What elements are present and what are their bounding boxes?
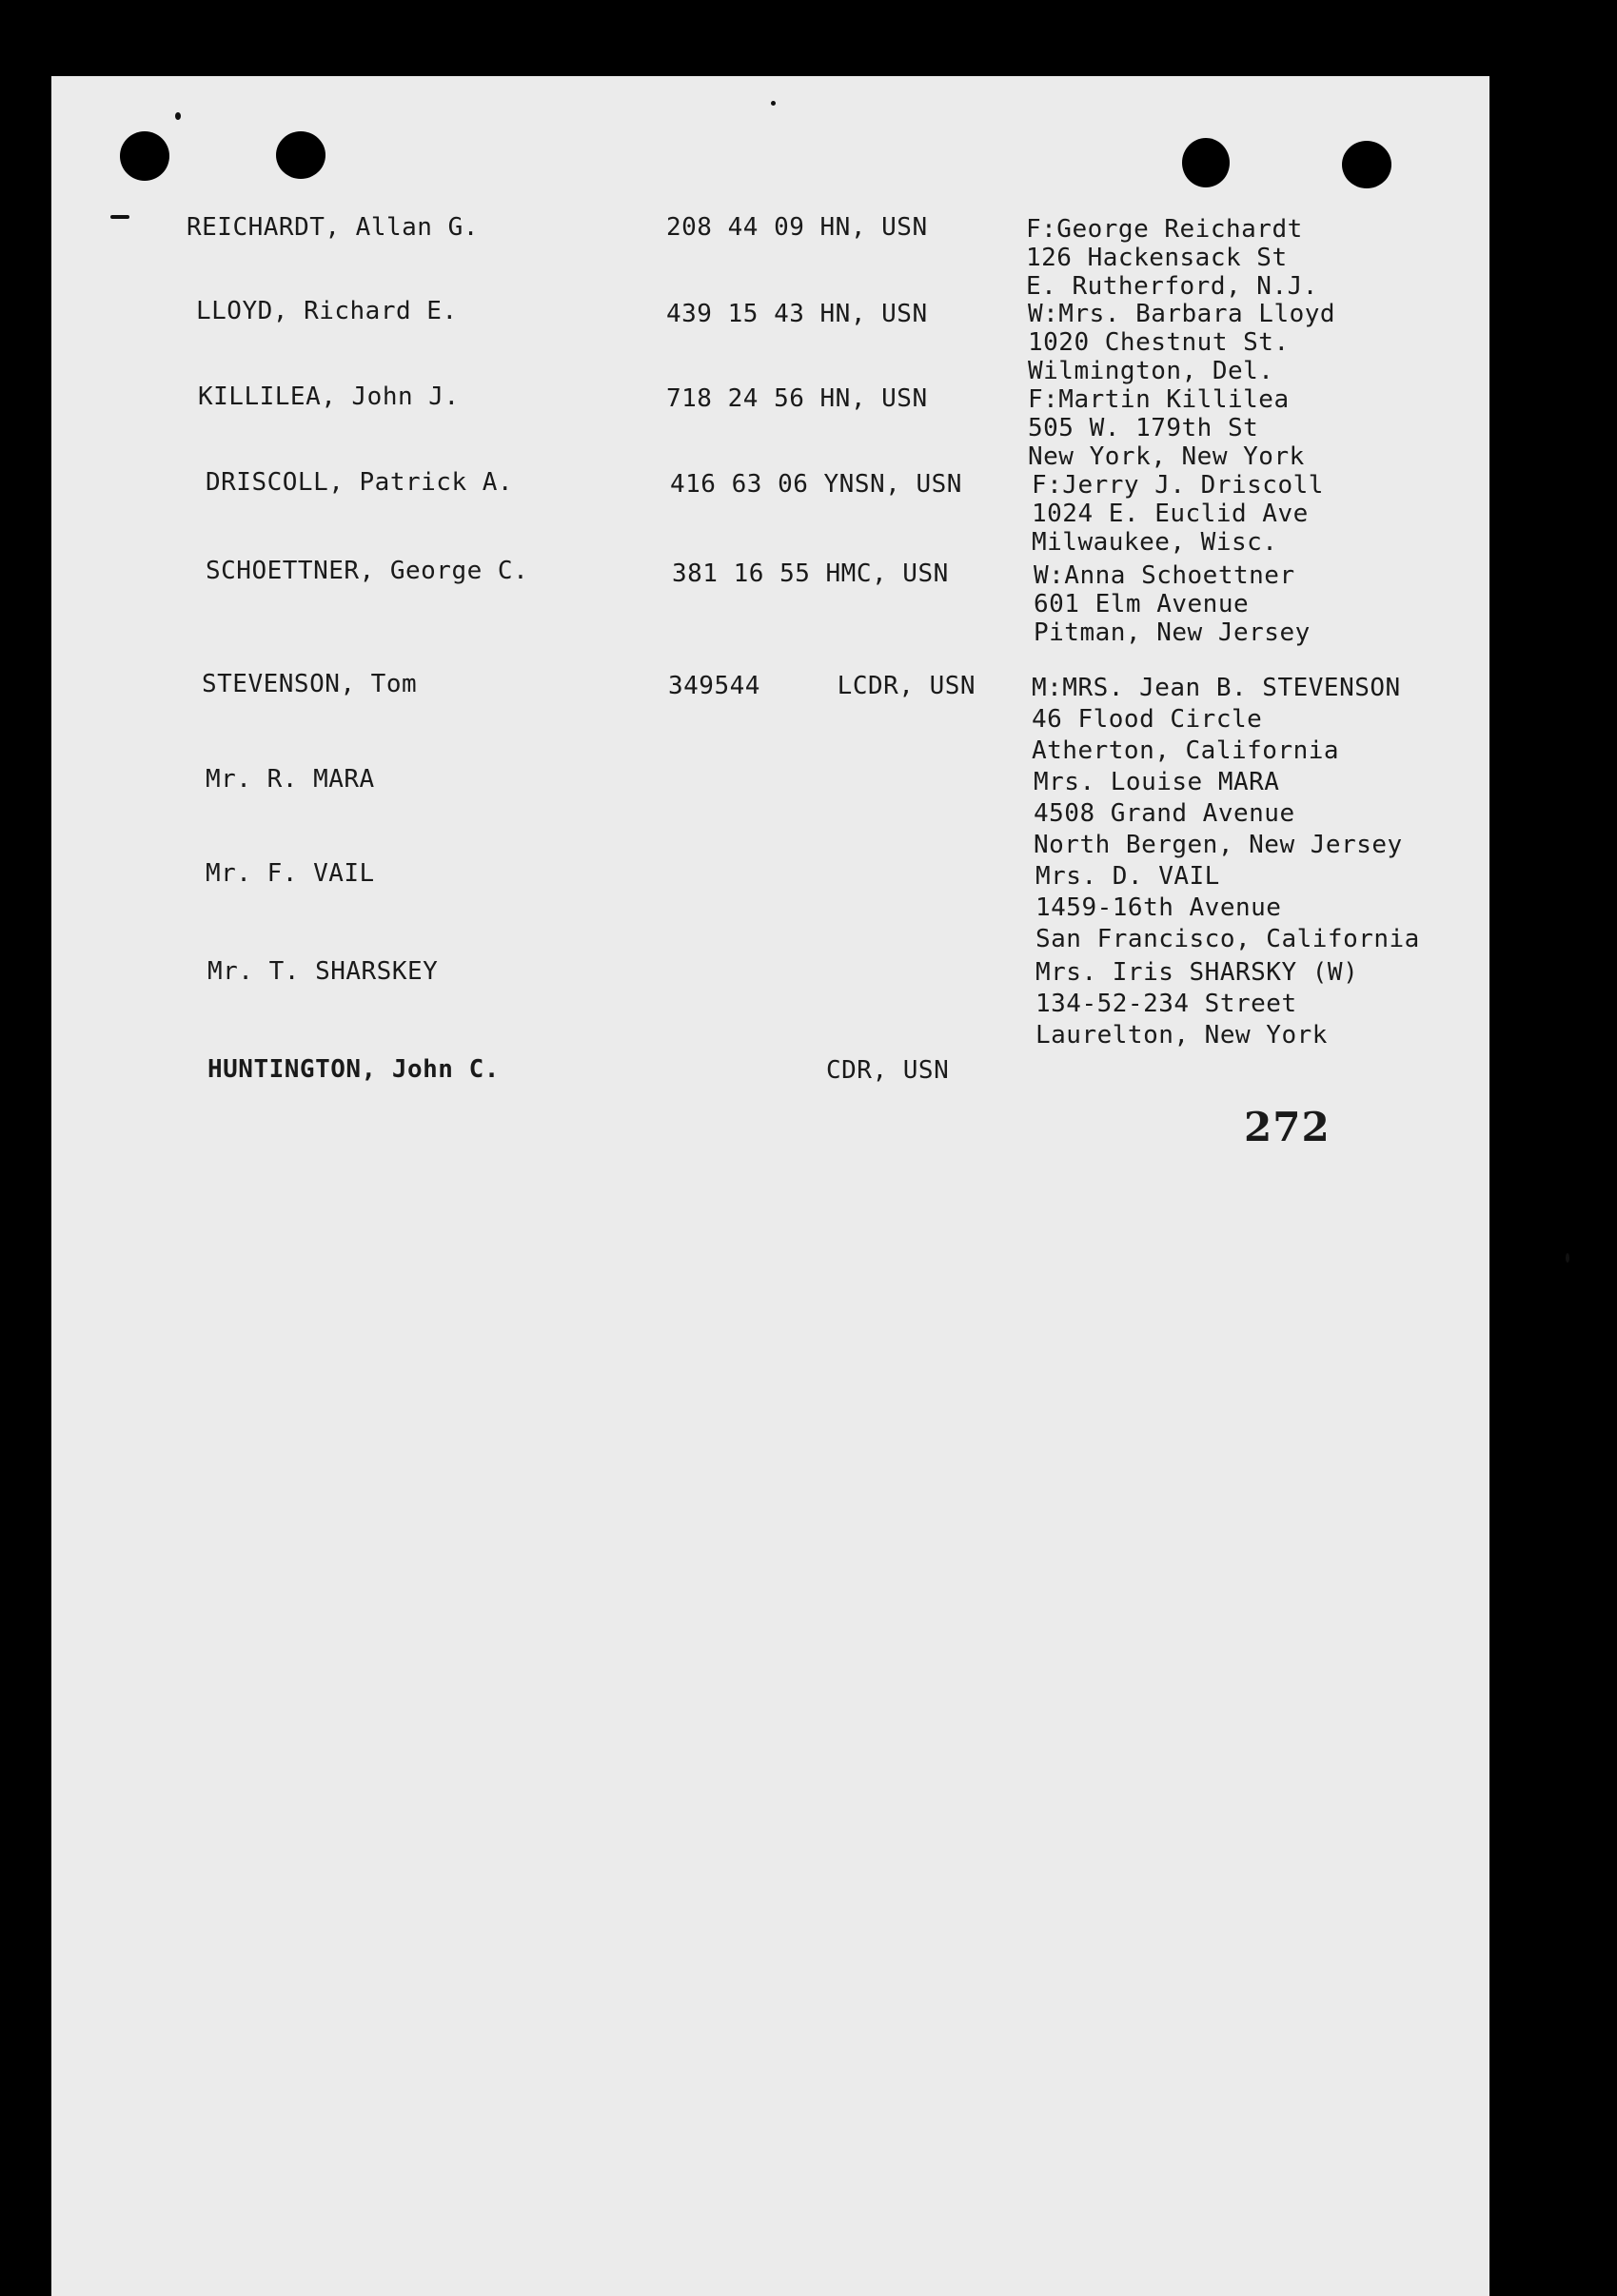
address-line: 601 Elm Avenue — [1034, 590, 1250, 618]
address-line: Pitman, New Jersey — [1034, 618, 1311, 647]
entry-address — [1028, 385, 1305, 471]
entry-name: REICHARDT, Allan G. — [187, 213, 479, 242]
address-line: W:Mrs. Barbara Lloyd — [1028, 300, 1336, 328]
entry-name: Mr. T. SHARSKEY — [207, 957, 439, 986]
address-line: F:George Reichardt — [1026, 215, 1303, 244]
address-line: M:MRS. Jean B. STEVENSON — [1032, 674, 1401, 702]
punch-hole-left-2 — [276, 131, 325, 179]
entry-name: SCHOETTNER, George C. — [206, 557, 529, 585]
entry-name: STEVENSON, Tom — [202, 670, 418, 698]
address-line: 505 W. 179th St — [1028, 414, 1259, 442]
address-line: E. Rutherford, N.J. — [1026, 272, 1318, 301]
speck — [771, 101, 776, 106]
entry-service: 718 24 56 HN, USN — [666, 384, 928, 413]
address-line: Mrs. Iris SHARSKY (W) — [1035, 958, 1359, 987]
address-line: 4508 Grand Avenue — [1034, 799, 1295, 828]
entry-address — [1026, 215, 1318, 301]
address-line: 46 Flood Circle — [1032, 705, 1263, 734]
entry-service: 208 44 09 HN, USN — [666, 213, 928, 242]
address-line: 1020 Chestnut St. — [1028, 328, 1290, 357]
entry-address — [1028, 300, 1335, 385]
entry-address — [1035, 957, 1358, 1051]
address-line: Milwaukee, Wisc. — [1032, 528, 1278, 557]
address-line: F:Jerry J. Driscoll — [1032, 471, 1324, 500]
entry-service: 416 63 06 YNSN, USN — [670, 470, 962, 499]
address-line: Laurelton, New York — [1035, 1021, 1328, 1050]
speck — [175, 112, 181, 120]
address-line: W:Anna Schoettner — [1034, 561, 1295, 590]
speck — [1566, 1253, 1569, 1263]
entry-name: Mr. R. MARA — [206, 765, 375, 794]
entry-service: 349544 LCDR, USN — [668, 672, 976, 700]
address-line: Mrs. Louise MARA — [1034, 768, 1280, 796]
address-line: F:Martin Killilea — [1028, 385, 1290, 414]
address-line: Wilmington, Del. — [1028, 357, 1274, 385]
entry-address — [1034, 561, 1311, 647]
address-line: 1459-16th Avenue — [1035, 893, 1282, 922]
address-line: 134-52-234 Street — [1035, 990, 1297, 1018]
punch-hole-left-1 — [120, 131, 169, 181]
entry-service: CDR, USN — [826, 1056, 950, 1085]
address-line: 126 Hackensack St — [1026, 244, 1288, 272]
entry-address — [1032, 673, 1401, 767]
punch-hole-right-2 — [1342, 141, 1391, 188]
entry-name: KILLILEA, John J. — [198, 383, 460, 411]
address-line: Atherton, California — [1032, 736, 1340, 765]
address-line: New York, New York — [1028, 442, 1305, 471]
entry-service: 381 16 55 HMC, USN — [672, 559, 949, 588]
entry-name: DRISCOLL, Patrick A. — [206, 468, 514, 497]
address-line: North Bergen, New Jersey — [1034, 831, 1403, 859]
entry-address — [1034, 767, 1403, 861]
address-line: San Francisco, California — [1035, 925, 1420, 953]
address-line: Mrs. D. VAIL — [1035, 862, 1220, 891]
speck — [110, 215, 129, 219]
entry-name: HUNTINGTON, John C. — [207, 1055, 500, 1084]
punch-hole-right-1 — [1182, 138, 1230, 187]
entry-address — [1035, 861, 1420, 955]
entry-address — [1032, 471, 1324, 557]
page-number: 272 — [1244, 1104, 1331, 1150]
entry-name: Mr. F. VAIL — [206, 859, 375, 888]
entry-name: LLOYD, Richard E. — [196, 297, 458, 325]
entry-service: 439 15 43 HN, USN — [666, 300, 928, 328]
address-line: 1024 E. Euclid Ave — [1032, 500, 1309, 528]
